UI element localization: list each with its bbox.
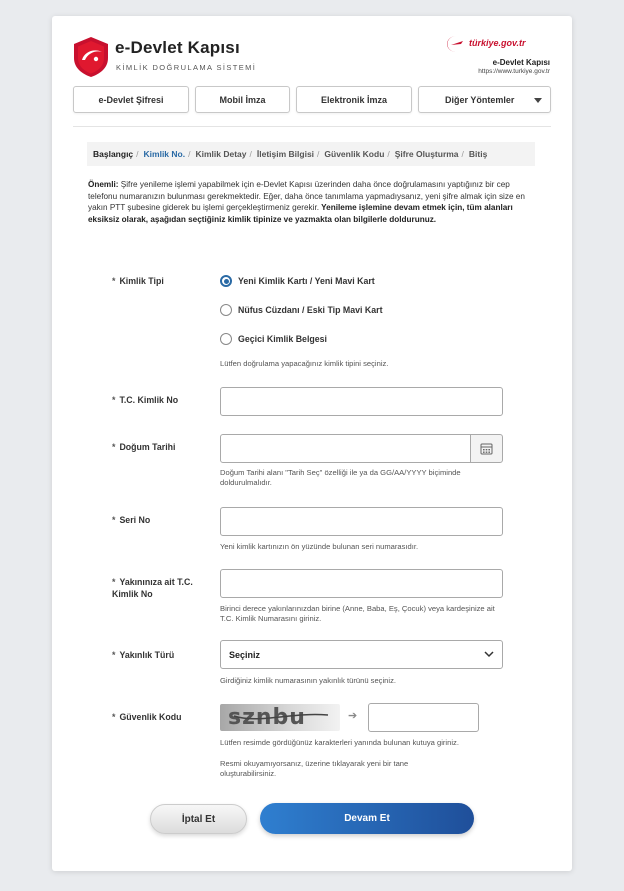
- security-code-help: Lütfen resimde gördüğünüz karakterleri yanında bulunan kutuya giriniz.: [220, 738, 459, 747]
- edevlet-logo-icon: [72, 36, 110, 78]
- method-electronic-signature-button[interactable]: Elektronik İmza: [296, 86, 412, 113]
- radio-unchecked-icon[interactable]: [220, 304, 232, 316]
- turkiye-gov-logo[interactable]: [443, 34, 548, 56]
- tc-no-input[interactable]: [220, 387, 503, 416]
- serial-no-help: Yeni kimlik kartınızın ön yüzünde bulunan seri numarasıdır.: [220, 542, 419, 551]
- step-item: Kimlik Detay: [195, 149, 247, 159]
- relative-tc-input[interactable]: [220, 569, 503, 598]
- chevron-down-icon: [484, 650, 494, 658]
- step-item: Güvenlik Kodu: [324, 149, 385, 159]
- identity-type-help: Lütfen doğrulama yapacağınız kimlik tipini seçiniz.: [220, 359, 389, 368]
- method-edevlet-password-button[interactable]: e-Devlet Şifresi: [73, 86, 189, 113]
- arrow-right-icon: ➔: [348, 710, 358, 722]
- relation-type-selected: Seçiniz: [229, 649, 261, 660]
- continue-button[interactable]: Devam Et: [260, 803, 474, 834]
- captcha-image[interactable]: [220, 704, 340, 731]
- relation-type-label: * Yakınlık Türü: [112, 650, 175, 660]
- identity-type-label: * Kimlik Tipi: [112, 276, 164, 286]
- turkiye-gov-crescent-icon: [443, 34, 467, 54]
- divider: [73, 126, 551, 127]
- caret-down-icon: [534, 98, 542, 103]
- tc-no-label: * T.C. Kimlik No: [112, 395, 179, 405]
- radio-new-id-card[interactable]: [220, 275, 375, 287]
- notice-text: [88, 179, 528, 225]
- method-other-dropdown[interactable]: [418, 86, 551, 113]
- radio-temporary-id[interactable]: [220, 333, 327, 345]
- radio-label: Yeni Kimlik Kartı / Yeni Mavi Kart: [238, 276, 375, 286]
- brand-title: e-Devlet Kapısı: [115, 38, 240, 57]
- serial-no-input[interactable]: [220, 507, 503, 536]
- birth-date-input[interactable]: [220, 434, 471, 463]
- radio-old-id-card[interactable]: [220, 304, 383, 316]
- birth-date-help: Doğum Tarihi alanı "Tarih Seç" özelliği ile ya da GG/AA/YYYY biçiminde doldurulmalıdır.: [220, 468, 461, 487]
- captcha-text: sznbu: [228, 705, 306, 730]
- relative-tc-label: * Yakınınıza ait T.C. Kimlik No: [112, 577, 193, 599]
- brand-subtitle: KİMLİK DOĞRULAMA SİSTEMİ: [116, 63, 257, 72]
- radio-label: Nüfus Cüzdanı / Eski Tip Mavi Kart: [238, 305, 383, 315]
- notice-body: Şifre yenileme işlemi yapabilmek için e-Devlet Kapısı üzerinden daha önce doğrulamasını yaptığınız bir cep telefonu numaranızın bulunması gerekmektedir. Eğer, daha önce tanımlama yapmadıysanız, yeni şifre almak için size en yakın PTT şubesine giderek bu işlemi gerçekleştirmeniz gerekir.: [88, 180, 525, 213]
- captcha-noise-icon: [220, 704, 340, 731]
- partner-url[interactable]: https://www.turkiye.gov.tr: [478, 68, 550, 75]
- relation-type-select[interactable]: [220, 640, 503, 669]
- security-code-input[interactable]: [368, 703, 479, 732]
- relative-tc-help: Birinci derece yakınlarınızdan birine (Anne, Baba, Eş, Çocuk) veya kardeşinize ait T.C. Kimlik Numarasını giriniz.: [220, 604, 495, 623]
- step-item: İletişim Bilgisi: [256, 149, 315, 159]
- partner-name: e-Devlet Kapısı: [492, 58, 550, 67]
- notice-suffix: Yenileme işlemine devam etmek için, tüm alanları eksiksiz olarak, aşağıdan seçtiğiniz kimlik tipinize ve yazmakta olan bilgilerle doldurunuz.: [88, 203, 513, 224]
- step-progress-bar: Başlangıç / Kimlik No. / Kimlik Detay / İletişim Bilgisi / Güvenlik Kodu / Şifre Oluşturma / Bitiş: [87, 142, 535, 166]
- step-item: Başlangıç: [93, 149, 134, 159]
- radio-unchecked-icon[interactable]: [220, 333, 232, 345]
- security-code-help-2: Resmi okuyamıyorsanız, üzerine tıklayarak yeni bir tane oluşturabilirsiniz.: [220, 759, 409, 778]
- step-item-active: Kimlik No.: [143, 149, 186, 159]
- notice-prefix: Önemli:: [88, 180, 119, 189]
- serial-no-label: * Seri No: [112, 515, 151, 525]
- date-picker-button[interactable]: [470, 434, 503, 463]
- relation-type-help: Girdiğiniz kimlik numarasının yakınlık türünü seçiniz.: [220, 676, 396, 685]
- radio-checked-icon[interactable]: [220, 275, 232, 287]
- method-mobile-signature-button[interactable]: Mobil İmza: [195, 86, 290, 113]
- birth-date-label: * Doğum Tarihi: [112, 442, 176, 452]
- security-code-label: * Güvenlik Kodu: [112, 712, 182, 722]
- cancel-button[interactable]: İptal Et: [150, 804, 247, 834]
- radio-label: Geçici Kimlik Belgesi: [238, 334, 327, 344]
- turkiye-gov-logo-text: türkiye.gov.tr: [469, 38, 526, 48]
- page-card: [52, 16, 572, 871]
- step-item: Şifre Oluşturma: [394, 149, 459, 159]
- step-item: Bitiş: [468, 149, 488, 159]
- calendar-icon: [480, 442, 493, 455]
- method-other-label: Diğer Yöntemler: [445, 94, 515, 105]
